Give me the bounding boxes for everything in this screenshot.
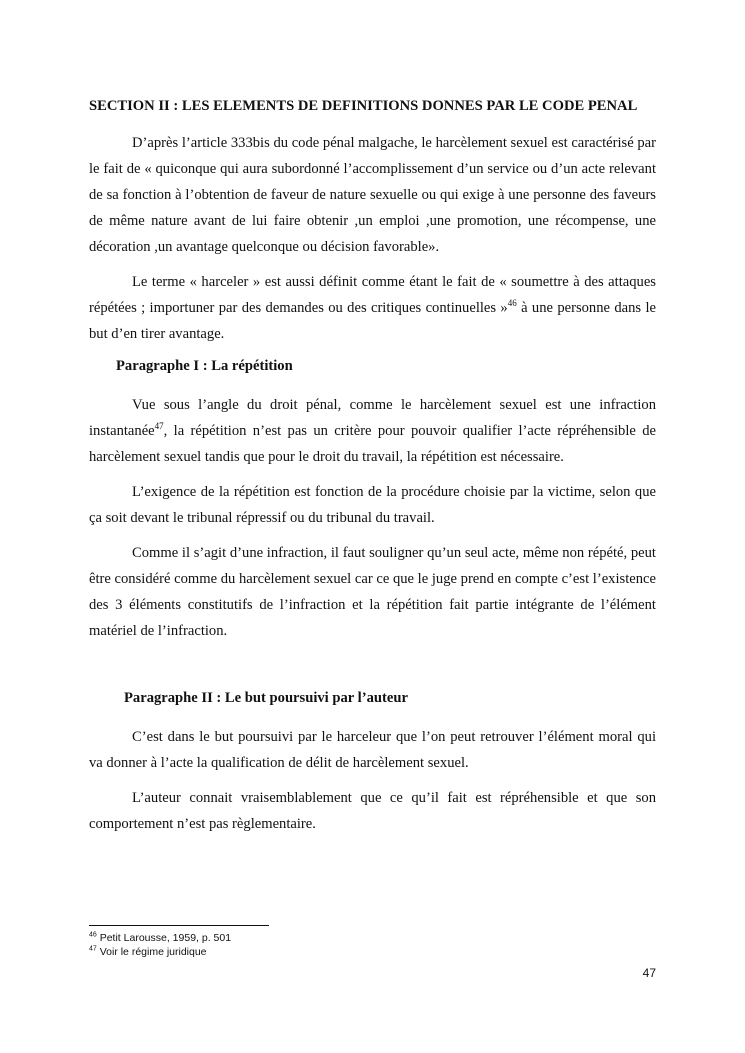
footnotes	[89, 931, 231, 959]
footnote-reference: 46	[507, 298, 517, 309]
footnote-item	[89, 945, 231, 959]
body-paragraph-2	[89, 269, 656, 347]
page-number: 47	[642, 966, 656, 980]
paragraph-text: Le terme « harceler » est aussi définit comme étant le fait de « soumettre à des attaques répétées ; importuner par des demandes ou des critiques continuelles »	[89, 274, 656, 316]
body-paragraph-6: C’est dans le but poursuivi par le harceleur que l’on peut retrouver l’élément moral qui va donner à l’acte la qualification de délit de harcèlement sexuel.	[89, 729, 656, 771]
paragraph-heading-2: Paragraphe II : Le but poursuivi par l’auteur	[124, 690, 408, 706]
body-paragraph-4: L’exigence de la répétition est fonction de la procédure choisie par la victime, selon que ça soit devant le tribunal répressif ou du tribunal du travail.	[89, 484, 656, 526]
footnote-text: Petit Larousse, 1959, p. 501	[99, 932, 232, 944]
body-paragraph-7: L’auteur connait vraisemblablement que ce qu’il fait est répréhensible et que son comportement n’est pas règlementaire.	[89, 790, 656, 832]
footnote-number: 47	[89, 945, 97, 953]
footnote-separator	[89, 925, 269, 926]
paragraph-heading-1: Paragraphe I : La répétition	[116, 358, 293, 374]
paragraph-text: Vue sous l’angle du droit pénal, comme le harcèlement sexuel est une infraction instantanée	[89, 397, 656, 439]
body-paragraph-5: Comme il s’agit d’une infraction, il faut souligner qu’un seul acte, même non répété, peut être considéré comme du harcèlement sexuel car ce que le juge prend en compte c’est l’existence des 3 éléments constitutifs de l’infraction et la répétition fait partie intégrante de l’élément matériel de l’infraction.	[89, 545, 656, 639]
footnote-reference: 47	[154, 421, 164, 432]
body-paragraph-3	[89, 392, 656, 470]
section-title: SECTION II : LES ELEMENTS DE DEFINITIONS DONNES PAR LE CODE PENAL	[89, 98, 638, 114]
footnote-number: 46	[89, 931, 97, 939]
paragraph-text: , la répétition n’est pas un critère pour pouvoir qualifier l’acte répréhensible de harcèlement sexuel tandis que pour le droit du travail, la répétition est nécessaire.	[89, 423, 656, 465]
document-page	[89, 96, 656, 846]
paragraph-text: à une personne dans le but d’en tirer avantage.	[89, 300, 656, 342]
footnote-item	[89, 931, 231, 945]
footnote-text: Voir le régime juridique	[99, 946, 207, 958]
body-paragraph-1: D’après l’article 333bis du code pénal malgache, le harcèlement sexuel est caractérisé par le fait de « quiconque qui aura subordonné l’accomplissement d’un service ou d’un acte relevant de sa fonction à l’obtention de faveur de nature sexuelle ou qui exige à une personne des faveurs de même nature avant de lui faire obtenir ,un emploi ,une promotion, une récompense, une décoration ,un avantage quelconque ou décision favorable».	[89, 135, 656, 255]
